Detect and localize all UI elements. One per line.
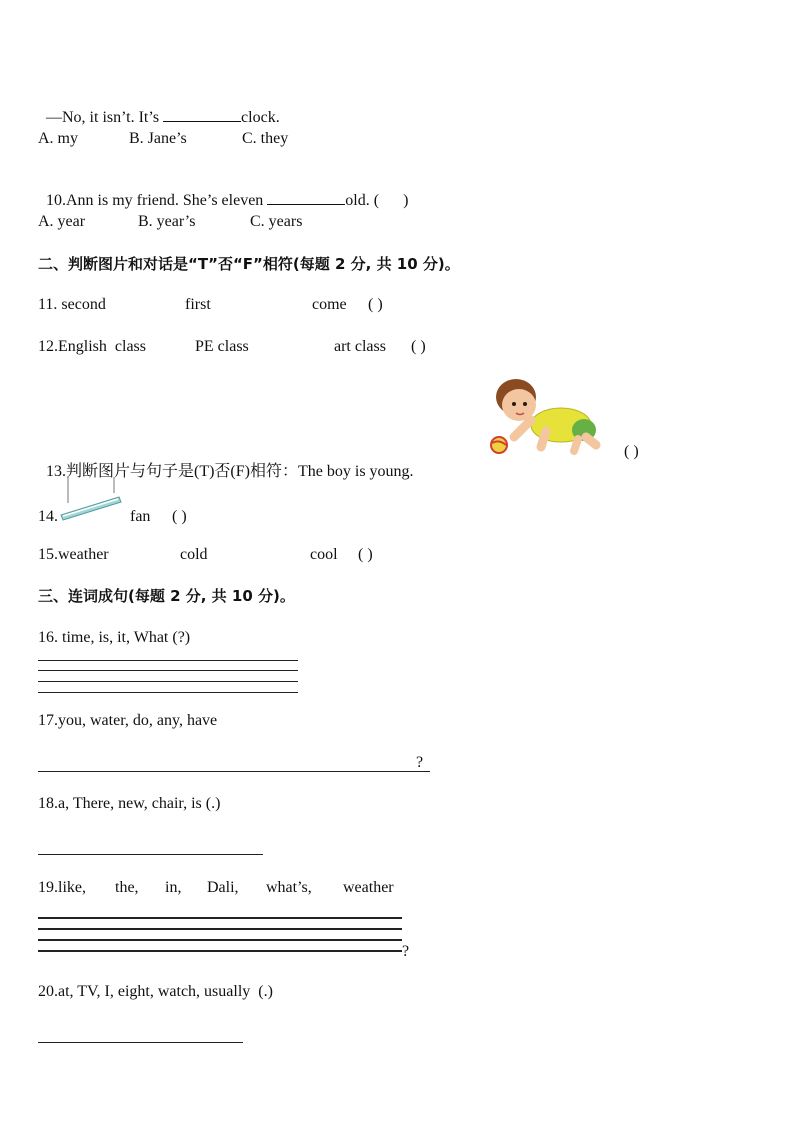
section3-title: 三、连词成句(每题 2 分, 共 10 分)。 bbox=[38, 587, 295, 605]
q14-number: 14. bbox=[38, 508, 58, 525]
q10-option-c[interactable]: C. years bbox=[250, 213, 303, 230]
q19-writing-line-4[interactable] bbox=[38, 950, 402, 952]
crawling-baby-icon bbox=[486, 375, 606, 457]
q19-word-1: 19.like, bbox=[38, 879, 86, 896]
q19-word-3: in, bbox=[165, 879, 182, 896]
q19-word-2: the, bbox=[115, 879, 139, 896]
q15-word-2: cold bbox=[180, 546, 208, 563]
q19-writing-line-3[interactable] bbox=[38, 939, 402, 941]
q19-word-6: weather bbox=[343, 879, 394, 896]
q9-answer-prefix: —No, it isn’t. It’s bbox=[46, 109, 164, 126]
q11-word-2: first bbox=[185, 296, 211, 313]
q14-word: fan bbox=[130, 508, 151, 525]
q9-blank[interactable] bbox=[163, 107, 241, 122]
q11-answer-paren[interactable]: ( ) bbox=[368, 296, 383, 313]
q15-answer-paren[interactable]: ( ) bbox=[358, 546, 373, 563]
q19-end-mark: ? bbox=[402, 943, 410, 960]
fluorescent-lamp-svg bbox=[58, 475, 124, 523]
q18-words: 18.a, There, new, chair, is (.) bbox=[38, 795, 221, 812]
fluorescent-lamp-icon bbox=[58, 475, 124, 523]
q15-word-1: 15.weather bbox=[38, 546, 109, 563]
q13-prefix: 13.判断图片与句子是(T)否(F)相符： bbox=[46, 463, 298, 480]
q16-writing-line-4[interactable] bbox=[38, 692, 298, 693]
q19-word-4: Dali, bbox=[207, 879, 239, 896]
q9-option-c[interactable]: C. they bbox=[242, 130, 289, 147]
q10-stem-suffix: old. ( ) bbox=[345, 192, 409, 209]
crawling-baby-svg bbox=[486, 375, 606, 457]
q16-words: 16. time, is, it, What (?) bbox=[38, 629, 191, 646]
q20-writing-line[interactable] bbox=[38, 1042, 243, 1043]
q12-word-1: 12.English class bbox=[38, 338, 146, 355]
q19-writing-line-2[interactable] bbox=[38, 928, 402, 930]
q15-word-3: cool bbox=[310, 546, 338, 563]
q19-word-5: what’s, bbox=[266, 879, 312, 896]
q9-option-a[interactable]: A. my bbox=[38, 130, 78, 147]
q12-word-2: PE class bbox=[195, 338, 249, 355]
q18-writing-line[interactable] bbox=[38, 854, 263, 855]
q9-answer-suffix: clock. bbox=[241, 109, 280, 126]
q10-option-a[interactable]: A. year bbox=[38, 213, 86, 230]
q13-sentence: The boy is young. bbox=[298, 463, 414, 480]
q10-stem bbox=[38, 170, 408, 211]
q16-writing-line-3[interactable] bbox=[38, 681, 298, 682]
q11-word-1: 11. second bbox=[38, 296, 106, 313]
q19-writing-line-1[interactable] bbox=[38, 917, 402, 919]
q11-word-3: come bbox=[312, 296, 347, 313]
q17-words: 17.you, water, do, any, have bbox=[38, 712, 218, 729]
q12-answer-paren[interactable]: ( ) bbox=[411, 338, 426, 355]
q10-stem-prefix: 10.Ann is my friend. She’s eleven bbox=[46, 192, 268, 209]
q13-answer-paren[interactable]: ( ) bbox=[624, 443, 639, 460]
q17-end-mark: ? bbox=[416, 754, 424, 771]
q17-writing-line[interactable] bbox=[38, 771, 430, 772]
q10-option-b[interactable]: B. year’s bbox=[138, 213, 196, 230]
q10-blank[interactable] bbox=[267, 190, 345, 205]
q12-word-3: art class bbox=[334, 338, 386, 355]
q16-writing-line-2[interactable] bbox=[38, 670, 298, 671]
section2-title: 二、判断图片和对话是“T”否“F”相符(每题 2 分, 共 10 分)。 bbox=[38, 255, 460, 273]
q9-answer bbox=[38, 87, 280, 128]
q14-answer-paren[interactable]: ( ) bbox=[172, 508, 187, 525]
q20-words: 20.at, TV, I, eight, watch, usually (.) bbox=[38, 983, 273, 1000]
q9-option-b[interactable]: B. Jane’s bbox=[129, 130, 187, 147]
q16-writing-line-1[interactable] bbox=[38, 660, 298, 661]
